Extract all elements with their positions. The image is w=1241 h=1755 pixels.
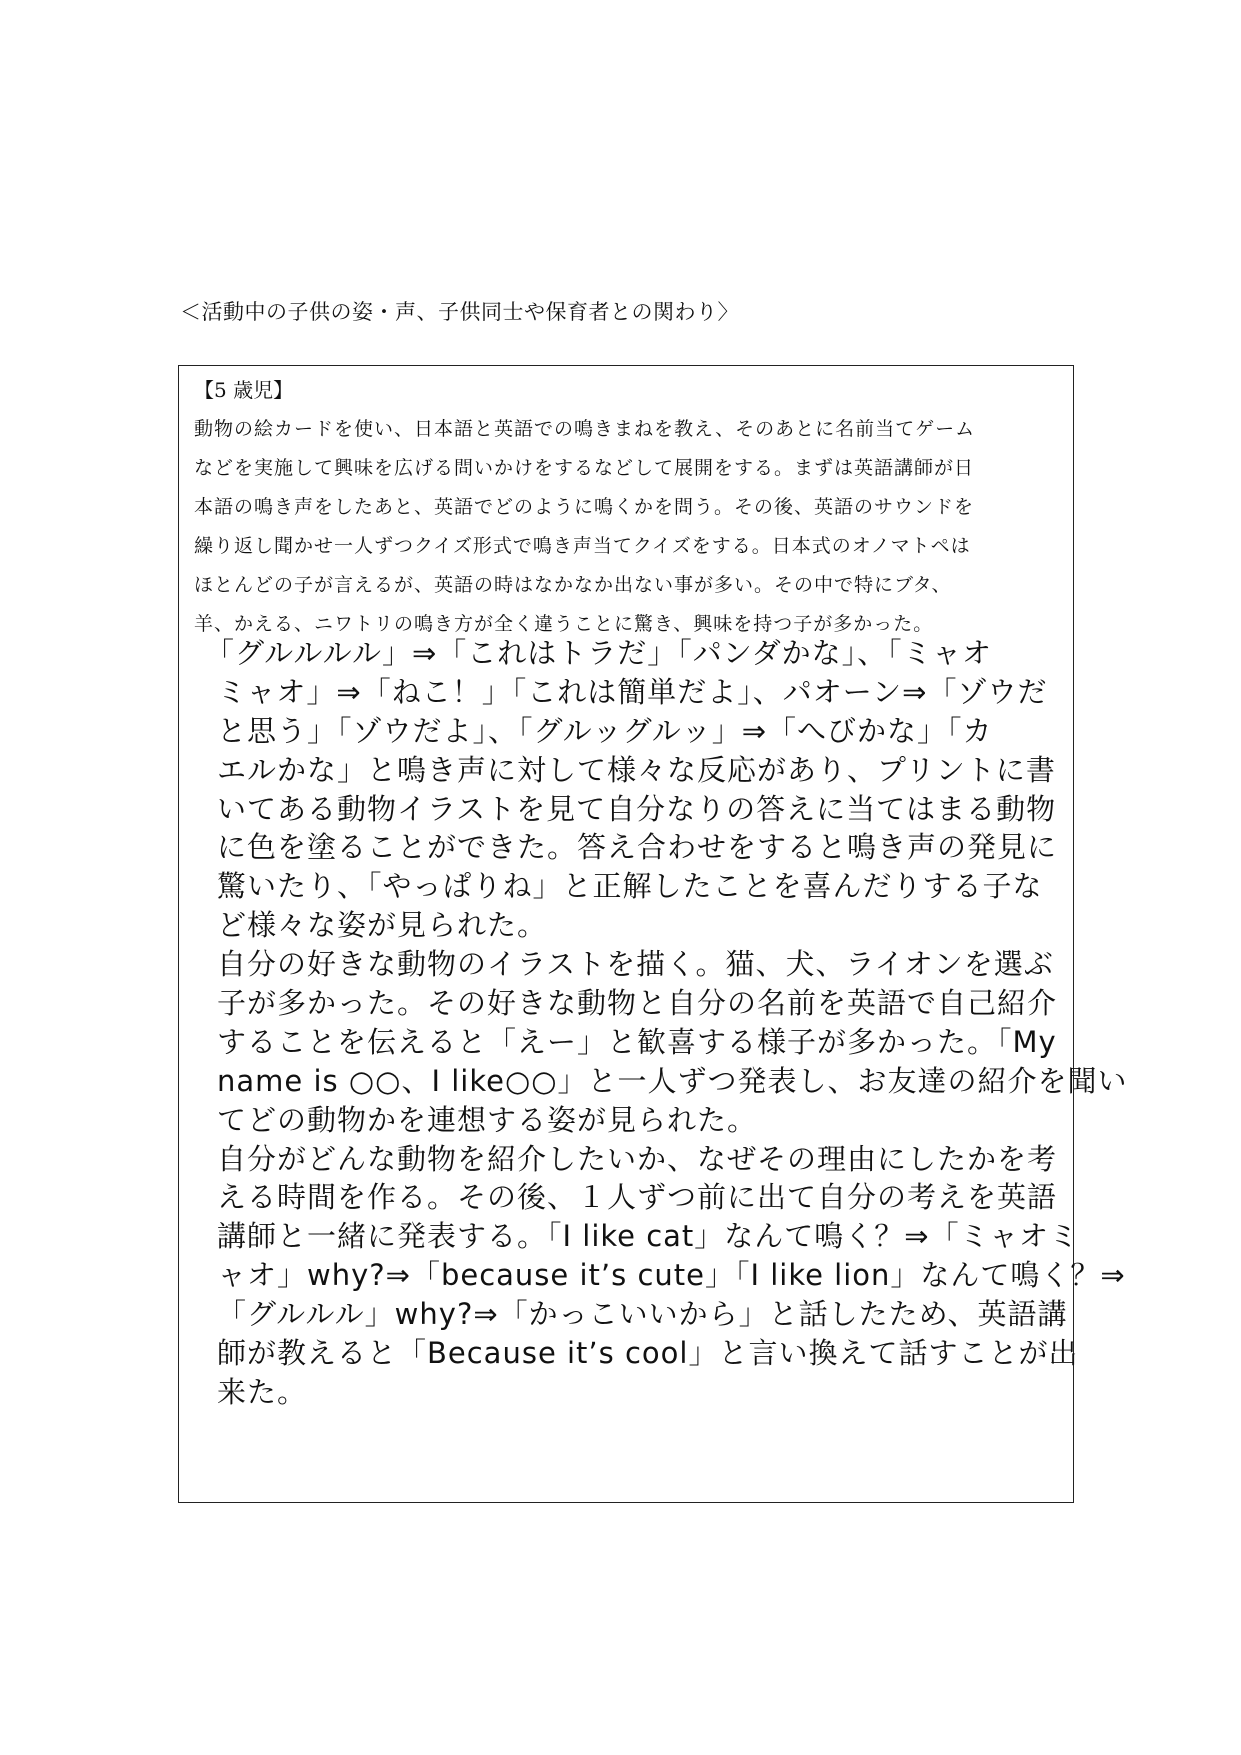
- observation-line: 子が多かった。その好きな動物と自分の名前を英語で自己紹介: [217, 986, 1058, 1021]
- observation-paragraph: [205, 634, 1128, 1412]
- observation-box: [178, 365, 1128, 1503]
- observation-line: ミャオ」⇒「ねこ！」「これは簡単だよ」、パオーン⇒「ゾウだ: [217, 674, 1048, 709]
- observation-line: name is ○○、I like○○」と一人ずつ発表し、お友達の紹介を聞い: [217, 1063, 1128, 1098]
- observation-line: 「グルルル」why?⇒「かっこいいから」と話したため、英語講: [217, 1297, 1068, 1332]
- observation-line: 自分の好きな動物のイラストを描く。猫、犬、ライオンを選ぶ: [217, 947, 1054, 982]
- intro-line: 羊、かえる、ニワトリの鳴き方が全く違うことに驚き、興味を持つ子が多かった。: [194, 613, 934, 635]
- observation-line: と思う」「ゾウだよ」、「グルッグルッ」⇒「へびかな」「カ: [217, 713, 993, 748]
- section-heading: ＜活動中の子供の姿・声、子供同士や保育者との関わり〉: [180, 300, 739, 324]
- observation-line: することを伝えると「えー」と歓喜する様子が多かった。「My: [217, 1024, 1057, 1059]
- observation-line: 師が教えると「Because it’s cool」と言い換えて話すことが出: [217, 1336, 1079, 1371]
- intro-line: 本語の鳴き声をしたあと、英語でどのように鳴くかを問う。その後、英語のサウンドを: [194, 496, 975, 518]
- observation-line: ど様々な姿が見られた。: [217, 908, 548, 943]
- intro-line: などを実施して興味を広げる問いかけをするなどして展開をする。まずは英語講師が日: [194, 457, 975, 479]
- observation-line: 講師と一緒に発表する。「I like cat」なんて鳴く？⇒「ミャオミ: [217, 1219, 1080, 1254]
- observation-line: てどの動物かを連想する姿が見られた。: [217, 1102, 758, 1137]
- observation-line: 自分がどんな動物を紹介したいか、なぜその理由にしたかを考: [217, 1141, 1058, 1176]
- intro-line: 動物の絵カードを使い、日本語と英語での鳴きまねを教え、そのあとに名前当てゲーム: [194, 418, 976, 440]
- intro-line: ほとんどの子が言えるが、英語の時はなかなか出ない事が多い。その中で特にブタ、: [194, 574, 952, 596]
- observation-line: に色を塗ることができた。答え合わせをすると鳴き声の発見に: [217, 830, 1058, 865]
- age-label: 【5 歳児】: [194, 378, 294, 402]
- observation-line: 驚いたり、「やっぱりね」と正解したことを喜んだりする子な: [217, 869, 1043, 904]
- observation-line: 来た。: [217, 1374, 308, 1409]
- observation-line: いてある動物イラストを見て自分なりの答えに当てはまる動物: [217, 791, 1057, 826]
- observation-line: える時間を作る。その後、１人ずつ前に出て自分の考えを英語: [217, 1180, 1058, 1215]
- observation-line: エルかな」と鳴き声に対して様々な反応があり、プリントに書: [217, 752, 1056, 787]
- observation-line: ャオ」why?⇒「because it’s cute」「I like lion」なんて鳴く？⇒: [217, 1258, 1126, 1293]
- intro-paragraph: [194, 410, 1064, 644]
- observation-line: 「グルルルル」⇒「これはトラだ」「パンダかな」、「ミャオ: [205, 636, 993, 670]
- intro-line: 繰り返し聞かせ一人ずつクイズ形式で鳴き声当てクイズをする。日本式のオノマトペは: [194, 535, 971, 557]
